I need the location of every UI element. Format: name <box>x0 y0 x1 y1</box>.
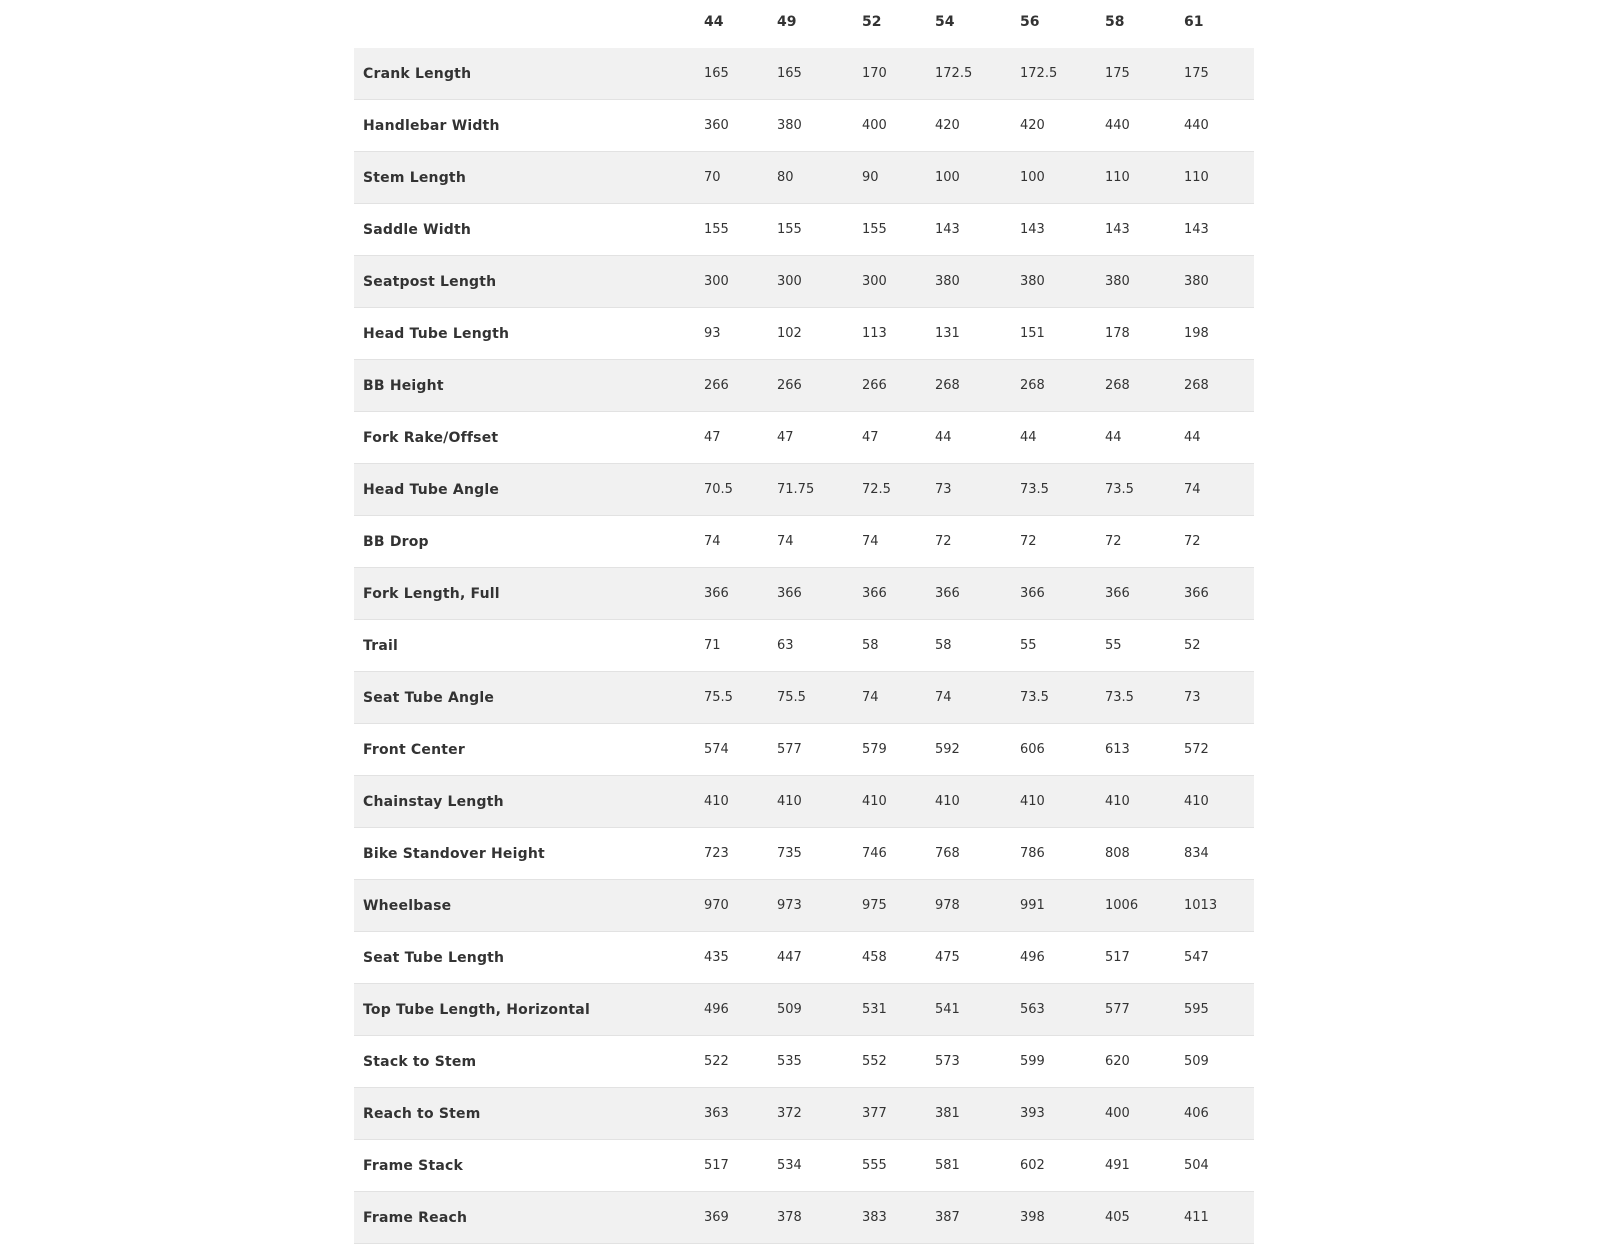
row-label: Handlebar Width <box>363 117 500 134</box>
cell-value: 175 <box>1105 66 1130 81</box>
cell-value: 165 <box>704 66 729 81</box>
row-label: Head Tube Angle <box>363 481 500 498</box>
table-row <box>354 724 1254 776</box>
cell-value: 602 <box>1020 1158 1045 1173</box>
cell-value: 366 <box>704 586 729 601</box>
table-row <box>354 568 1254 620</box>
cell-value: 74 <box>862 690 879 705</box>
cell-value: 143 <box>935 222 960 237</box>
cell-value: 383 <box>862 1210 887 1225</box>
row-label: Frame Reach <box>363 1209 468 1226</box>
cell-value: 475 <box>935 950 960 965</box>
cell-value: 172.5 <box>1020 66 1058 81</box>
cell-value: 808 <box>1105 846 1130 861</box>
cell-value: 47 <box>777 430 794 445</box>
cell-value: 72 <box>1184 534 1201 549</box>
row-label: Stack to Stem <box>363 1053 477 1070</box>
cell-value: 75.5 <box>777 690 806 705</box>
size-header-44: 44 <box>704 14 724 30</box>
cell-value: 63 <box>777 638 794 653</box>
cell-value: 90 <box>862 170 879 185</box>
cell-value: 366 <box>1020 586 1045 601</box>
cell-value: 143 <box>1020 222 1045 237</box>
cell-value: 131 <box>935 326 960 341</box>
cell-value: 531 <box>862 1002 887 1017</box>
cell-value: 592 <box>935 742 960 757</box>
row-label: Chainstay Length <box>363 793 504 810</box>
table-row <box>354 152 1254 204</box>
cell-value: 606 <box>1020 742 1045 757</box>
row-label: Front Center <box>363 741 465 758</box>
cell-value: 74 <box>862 534 879 549</box>
cell-value: 110 <box>1105 170 1130 185</box>
cell-value: 735 <box>777 846 802 861</box>
cell-value: 366 <box>777 586 802 601</box>
cell-value: 377 <box>862 1106 887 1121</box>
cell-value: 973 <box>777 898 802 913</box>
cell-value: 75.5 <box>704 690 733 705</box>
cell-value: 155 <box>862 222 887 237</box>
cell-value: 613 <box>1105 742 1130 757</box>
cell-value: 70 <box>704 170 721 185</box>
cell-value: 581 <box>935 1158 960 1173</box>
cell-value: 509 <box>777 1002 802 1017</box>
cell-value: 410 <box>862 794 887 809</box>
cell-value: 366 <box>862 586 887 601</box>
table-row <box>354 204 1254 256</box>
cell-value: 268 <box>1105 378 1130 393</box>
cell-value: 178 <box>1105 326 1130 341</box>
cell-value: 447 <box>777 950 802 965</box>
cell-value: 410 <box>1020 794 1045 809</box>
row-label: Seatpost Length <box>363 273 497 290</box>
cell-value: 44 <box>1020 430 1037 445</box>
cell-value: 100 <box>935 170 960 185</box>
cell-value: 574 <box>704 742 729 757</box>
table-row <box>354 1036 1254 1088</box>
cell-value: 369 <box>704 1210 729 1225</box>
row-label: Seat Tube Length <box>363 949 505 966</box>
cell-value: 71 <box>704 638 721 653</box>
cell-value: 1013 <box>1184 898 1218 913</box>
cell-value: 541 <box>935 1002 960 1017</box>
cell-value: 380 <box>1020 274 1045 289</box>
table-row <box>354 1192 1254 1244</box>
cell-value: 55 <box>1105 638 1122 653</box>
cell-value: 74 <box>704 534 721 549</box>
cell-value: 72 <box>1020 534 1037 549</box>
cell-value: 47 <box>862 430 879 445</box>
table-row <box>354 984 1254 1036</box>
cell-value: 573 <box>935 1054 960 1069</box>
cell-value: 509 <box>1184 1054 1209 1069</box>
row-label: BB Drop <box>363 533 429 550</box>
cell-value: 746 <box>862 846 887 861</box>
geometry-table <box>354 0 1254 1244</box>
header-label-cell <box>354 0 704 48</box>
row-label: Crank Length <box>363 65 472 82</box>
cell-value: 266 <box>777 378 802 393</box>
cell-value: 73.5 <box>1020 482 1049 497</box>
size-header-56: 56 <box>1020 14 1040 30</box>
table-row <box>354 48 1254 100</box>
cell-value: 378 <box>777 1210 802 1225</box>
cell-value: 552 <box>862 1054 887 1069</box>
cell-value: 58 <box>862 638 879 653</box>
cell-value: 970 <box>704 898 729 913</box>
cell-value: 58 <box>935 638 952 653</box>
table-row <box>354 828 1254 880</box>
cell-value: 70.5 <box>704 482 733 497</box>
cell-value: 44 <box>935 430 952 445</box>
cell-value: 372 <box>777 1106 802 1121</box>
cell-value: 387 <box>935 1210 960 1225</box>
cell-value: 151 <box>1020 326 1045 341</box>
table-row <box>354 412 1254 464</box>
table-row <box>354 256 1254 308</box>
cell-value: 366 <box>1184 586 1209 601</box>
cell-value: 458 <box>862 950 887 965</box>
cell-value: 366 <box>1105 586 1130 601</box>
cell-value: 400 <box>1105 1106 1130 1121</box>
row-label: BB Height <box>363 377 444 394</box>
cell-value: 991 <box>1020 898 1045 913</box>
cell-value: 406 <box>1184 1106 1209 1121</box>
cell-value: 410 <box>935 794 960 809</box>
cell-value: 1006 <box>1105 898 1139 913</box>
row-label: Top Tube Length, Horizontal <box>363 1001 590 1018</box>
table-row <box>354 932 1254 984</box>
cell-value: 410 <box>1105 794 1130 809</box>
cell-value: 620 <box>1105 1054 1130 1069</box>
cell-value: 165 <box>777 66 802 81</box>
cell-value: 400 <box>862 118 887 133</box>
cell-value: 300 <box>777 274 802 289</box>
cell-value: 380 <box>935 274 960 289</box>
cell-value: 496 <box>704 1002 729 1017</box>
cell-value: 380 <box>1105 274 1130 289</box>
cell-value: 300 <box>704 274 729 289</box>
row-label: Seat Tube Angle <box>363 689 495 706</box>
cell-value: 420 <box>1020 118 1045 133</box>
cell-value: 268 <box>1184 378 1209 393</box>
row-label: Trail <box>363 637 398 654</box>
table-row <box>354 672 1254 724</box>
row-label: Fork Rake/Offset <box>363 429 499 446</box>
cell-value: 563 <box>1020 1002 1045 1017</box>
cell-value: 420 <box>935 118 960 133</box>
cell-value: 410 <box>1184 794 1209 809</box>
cell-value: 93 <box>704 326 721 341</box>
cell-value: 599 <box>1020 1054 1045 1069</box>
cell-value: 723 <box>704 846 729 861</box>
cell-value: 71.75 <box>777 482 815 497</box>
cell-value: 268 <box>1020 378 1045 393</box>
row-label: Fork Length, Full <box>363 585 500 602</box>
cell-value: 393 <box>1020 1106 1045 1121</box>
cell-value: 975 <box>862 898 887 913</box>
cell-value: 366 <box>935 586 960 601</box>
cell-value: 143 <box>1105 222 1130 237</box>
cell-value: 440 <box>1105 118 1130 133</box>
cell-value: 47 <box>704 430 721 445</box>
cell-value: 398 <box>1020 1210 1045 1225</box>
table-row <box>354 464 1254 516</box>
table-row <box>354 516 1254 568</box>
row-label: Saddle Width <box>363 221 472 238</box>
cell-value: 155 <box>777 222 802 237</box>
cell-value: 363 <box>704 1106 729 1121</box>
cell-value: 381 <box>935 1106 960 1121</box>
cell-value: 577 <box>1105 1002 1130 1017</box>
size-header-49: 49 <box>777 14 797 30</box>
cell-value: 595 <box>1184 1002 1209 1017</box>
cell-value: 268 <box>935 378 960 393</box>
table-row <box>354 360 1254 412</box>
cell-value: 768 <box>935 846 960 861</box>
cell-value: 73.5 <box>1105 690 1134 705</box>
cell-value: 198 <box>1184 326 1209 341</box>
cell-value: 504 <box>1184 1158 1209 1173</box>
cell-value: 100 <box>1020 170 1045 185</box>
cell-value: 74 <box>935 690 952 705</box>
cell-value: 170 <box>862 66 887 81</box>
table-body <box>354 48 1254 1244</box>
table-row <box>354 100 1254 152</box>
table-row <box>354 776 1254 828</box>
table-row <box>354 1088 1254 1140</box>
cell-value: 496 <box>1020 950 1045 965</box>
cell-value: 266 <box>704 378 729 393</box>
row-label: Wheelbase <box>363 897 452 914</box>
cell-value: 72 <box>1105 534 1122 549</box>
cell-value: 522 <box>704 1054 729 1069</box>
cell-value: 72.5 <box>862 482 891 497</box>
cell-value: 74 <box>777 534 794 549</box>
row-label: Reach to Stem <box>363 1105 481 1122</box>
cell-value: 102 <box>777 326 802 341</box>
table-header <box>354 0 1254 48</box>
cell-value: 175 <box>1184 66 1209 81</box>
cell-value: 547 <box>1184 950 1209 965</box>
cell-value: 534 <box>777 1158 802 1173</box>
table-row <box>354 880 1254 932</box>
cell-value: 44 <box>1105 430 1122 445</box>
cell-value: 300 <box>862 274 887 289</box>
table-row <box>354 1140 1254 1192</box>
size-header-61: 61 <box>1184 14 1204 30</box>
cell-value: 440 <box>1184 118 1209 133</box>
size-header-54: 54 <box>935 14 955 30</box>
cell-value: 73 <box>1184 690 1201 705</box>
cell-value: 44 <box>1184 430 1201 445</box>
table-row <box>354 308 1254 360</box>
size-header-52: 52 <box>862 14 882 30</box>
cell-value: 380 <box>1184 274 1209 289</box>
cell-value: 834 <box>1184 846 1209 861</box>
cell-value: 110 <box>1184 170 1209 185</box>
cell-value: 73.5 <box>1105 482 1134 497</box>
cell-value: 266 <box>862 378 887 393</box>
row-label: Frame Stack <box>363 1157 464 1174</box>
cell-value: 517 <box>704 1158 729 1173</box>
cell-value: 410 <box>777 794 802 809</box>
cell-value: 73.5 <box>1020 690 1049 705</box>
cell-value: 786 <box>1020 846 1045 861</box>
cell-value: 555 <box>862 1158 887 1173</box>
cell-value: 517 <box>1105 950 1130 965</box>
cell-value: 572 <box>1184 742 1209 757</box>
cell-value: 577 <box>777 742 802 757</box>
cell-value: 410 <box>704 794 729 809</box>
size-header-58: 58 <box>1105 14 1125 30</box>
cell-value: 55 <box>1020 638 1037 653</box>
cell-value: 360 <box>704 118 729 133</box>
cell-value: 74 <box>1184 482 1201 497</box>
cell-value: 579 <box>862 742 887 757</box>
cell-value: 380 <box>777 118 802 133</box>
cell-value: 411 <box>1184 1210 1209 1225</box>
cell-value: 52 <box>1184 638 1201 653</box>
cell-value: 535 <box>777 1054 802 1069</box>
cell-value: 72 <box>935 534 952 549</box>
cell-value: 978 <box>935 898 960 913</box>
cell-value: 172.5 <box>935 66 973 81</box>
cell-value: 80 <box>777 170 794 185</box>
row-label: Stem Length <box>363 169 466 186</box>
size-header-row <box>354 0 1254 48</box>
row-label: Bike Standover Height <box>363 845 545 862</box>
cell-value: 155 <box>704 222 729 237</box>
row-label: Head Tube Length <box>363 325 510 342</box>
cell-value: 113 <box>862 326 887 341</box>
cell-value: 143 <box>1184 222 1209 237</box>
cell-value: 491 <box>1105 1158 1130 1173</box>
cell-value: 405 <box>1105 1210 1130 1225</box>
cell-value: 435 <box>704 950 729 965</box>
cell-value: 73 <box>935 482 952 497</box>
table-row <box>354 620 1254 672</box>
